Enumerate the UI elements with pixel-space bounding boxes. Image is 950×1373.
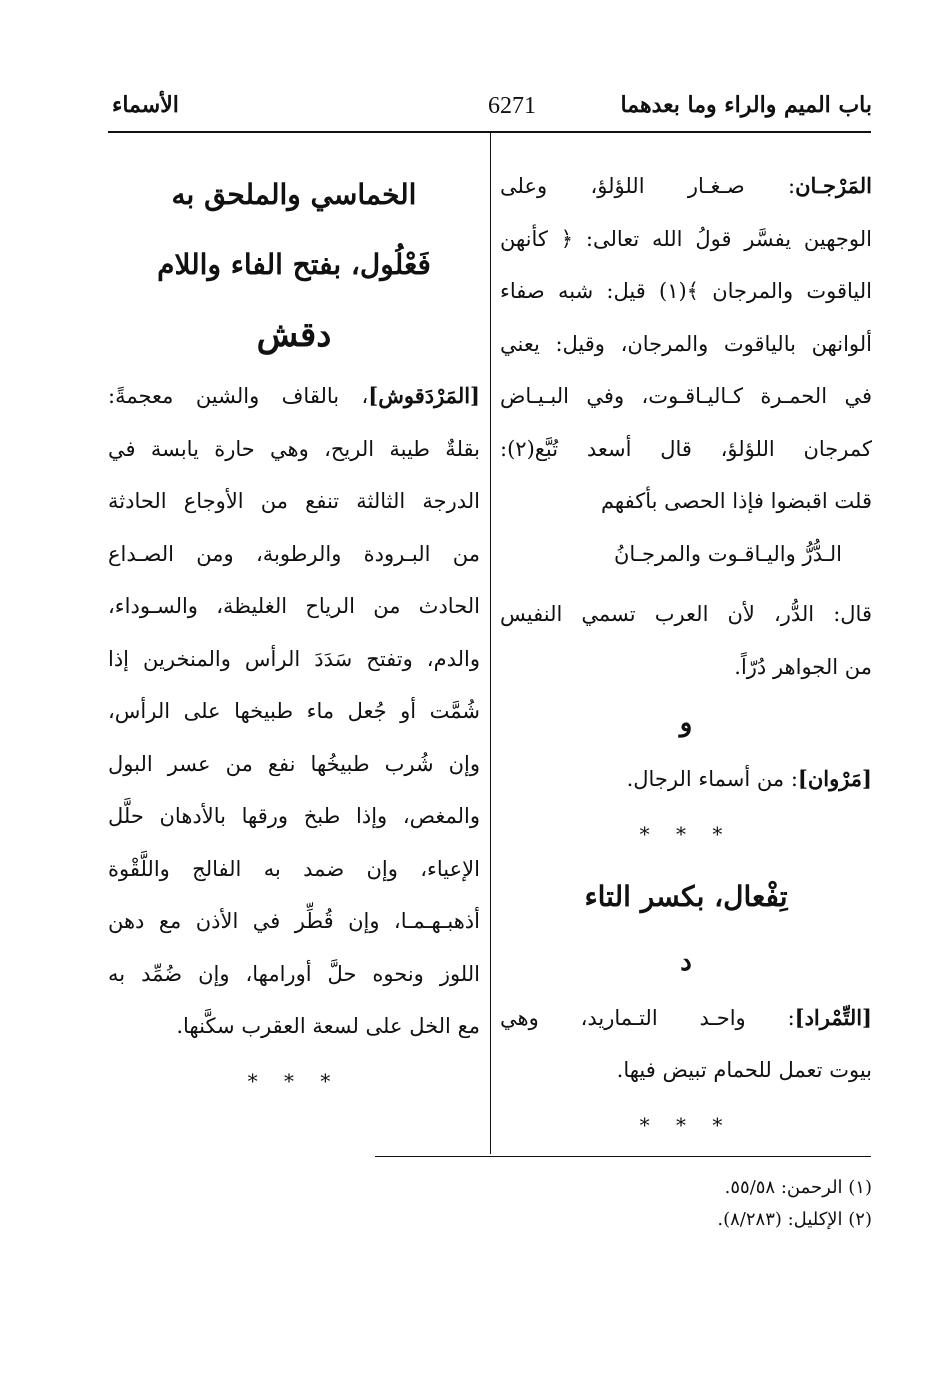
poem-verse: قلت اقبضوا فإذا الحصى بأكفهم <box>600 489 872 513</box>
entry-term: المَرْجـان <box>795 173 872 198</box>
pattern-heading: تِفْعال، بكسر التاء <box>584 879 788 913</box>
root-heading: دقش <box>256 315 332 355</box>
chapter-title: الأسماء <box>112 92 179 118</box>
section-separator: * * * <box>247 1068 341 1093</box>
text-line: شُمَّت أو جُعل ماء طبيخها على الرأس، <box>108 699 480 723</box>
page-number: 6271 <box>488 93 536 119</box>
text-line: ألوانهن بالياقوت والمرجان، وقيل: يعني <box>500 331 872 356</box>
text-line: وإن شُرب طبيخُها نفع من عسر البول <box>108 751 480 776</box>
text-line: قال: الدُّر، لأن العرب تسمي النفيس <box>500 602 872 626</box>
entry-marjan <box>500 160 872 475</box>
chapter-heading: الخماسي والملحق به <box>171 178 417 211</box>
text-line: بيوت تعمل للحمام تبيض فيها. <box>616 1058 872 1082</box>
text-line: اللوز ونحوه حلَّ أورامها، وإن ضُمِّد به <box>108 961 480 986</box>
entry-mardaqush <box>108 370 480 1053</box>
text-line: الوجهين يفسَّر قولُ الله تعالى: ﴿ كأنهن <box>500 226 872 251</box>
text-line: بقلةٌ طيبة الريح، وهي حارة يابسة في <box>108 436 480 461</box>
footnote: (٢) الإكليل: (٨/٢٨٣). <box>717 1209 872 1230</box>
text-line: من البـرودة والرطوبة، ومن الصـداع <box>108 541 480 566</box>
entry-marwan <box>500 753 872 806</box>
text-line: والمغص، وإذا طبخ ورقها بالأدهان حلَّل <box>108 804 480 828</box>
entry-timrad <box>500 992 872 1045</box>
section-separator: * * * <box>639 821 733 846</box>
line-text: : من أسماء الرجال. <box>626 767 798 791</box>
entry-term: [التِّمْراد] <box>794 1004 872 1030</box>
text-line: والدم، وتفتح سَدَدَ الرأس والمنخرين إذا <box>108 646 480 671</box>
text-line: أذهبـهـمـا، وإن قُطِّر في الأذن مع دهن <box>108 909 480 933</box>
line-text: ، بالقاف والشين معجمةً: <box>108 384 369 408</box>
text-line: كمرجان اللؤلؤ، قال أسعد تُبَّع(٢): <box>500 436 872 461</box>
text-line: من الجواهر دُرّاً. <box>734 654 872 679</box>
text-line <box>500 160 872 213</box>
poem-verse: الـدُّرُّ واليـاقـوت والمرجـانُ <box>613 541 842 566</box>
text-line: الحادث من الرياح الغليظة، والسـوداء، <box>108 594 480 618</box>
footnote-rule <box>375 1156 871 1157</box>
right-column <box>500 160 872 1153</box>
entry-term: [المَرْدَقوش] <box>368 383 480 408</box>
section-title: باب الميم والراء وما بعدهما <box>620 92 872 118</box>
section-separator: * * * <box>639 1112 733 1137</box>
text-line: الإعياء، وإن ضمد به الفالج واللَّقْوة <box>108 856 480 881</box>
line-text: : صـغـار اللؤلؤ، وعلى <box>500 174 796 198</box>
text-line: الياقوت والمرجان ﴾(١) قيل: شبه صفاء <box>500 279 872 303</box>
text-line: في الحمـرة كـاليـاقـوت، وفي البـيـاض <box>500 384 872 408</box>
pattern-heading: فَعْلُول، بفتح الفاء واللام <box>157 248 431 281</box>
left-column <box>108 160 480 1109</box>
letter-heading: د <box>680 946 692 977</box>
text-line: الدرجة الثالثة تنفع من الأوجاع الحادثة <box>108 489 480 513</box>
text-line <box>108 370 480 423</box>
footnote: (١) الرحمن: ٥٥/٥٨. <box>724 1177 872 1198</box>
footnotes <box>376 1172 872 1236</box>
text-line: مع الخل على لسعة العقرب سكَّنها. <box>176 1014 480 1038</box>
line-text: : واحـد التـماريد، وهي <box>500 1005 795 1030</box>
letter-heading: و <box>679 708 693 738</box>
entry-term: [مَرْوان] <box>797 766 872 791</box>
column-divider <box>490 132 491 1154</box>
